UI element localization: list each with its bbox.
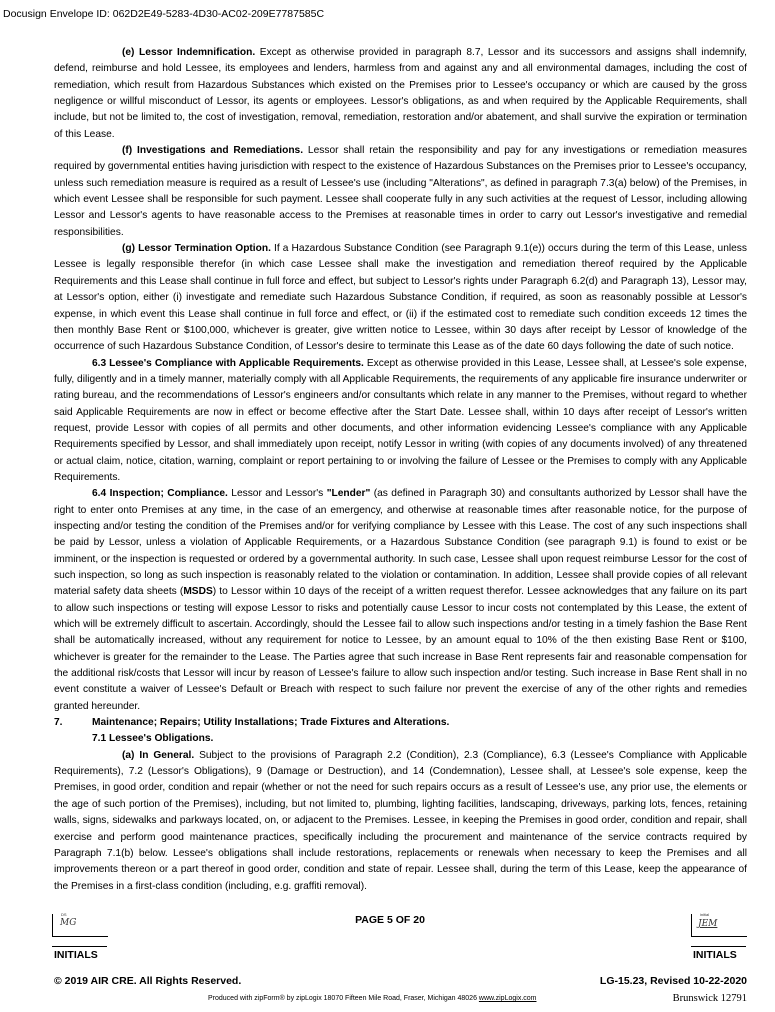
ziplogix-link[interactable]: www.zipLogix.com (478, 995, 537, 1002)
copyright: © 2019 AIR CRE. All Rights Reserved. (54, 975, 242, 987)
ds-tag-left: DS (61, 912, 67, 917)
initial-tag-right: initial (700, 912, 710, 917)
docusign-envelope-id: Docusign Envelope ID: 062D2E49-5283-4D30-AC02-209E7787585C (3, 8, 325, 20)
section-7-1-heading: 7.1 Lessee's Obligations. (92, 733, 214, 745)
paragraph-6-2-g: (g) Lessor Termination Option. If a Hazardous Substance Condition (see Paragraph 9.1(e)) occurs during the term of this Lease, unless Lessee is legally responsible therefor (in which case Lessee shall make the investigation and remediation thereof required by the Applicable Requirements and this Lease shall continue in full force and effect, but subject to Lessor's rights under Paragraph 6.2(d) and Paragraph 13), Lessor may, at Lessor's option, either (i) investigate and remediate such Hazardous Substance Condition, if required, as soon as reasonably possible at Lessor's expense, in which event this Lease shall continue in full force and effect, or (ii) if the estimated cost to remediate such condition exceeds 12 times the then monthly Base Rent or $100,000, whichever is greater, give written notice to Lessee, within 30 days after receipt by Lessor of knowledge of the occurrence of such Hazardous Substance Condition, of Lessor's desire to terminate this Lease as of the date 60 days following the date of such notice. (54, 243, 747, 353)
initials-signature-right: JEM (698, 919, 718, 929)
initials-label-right: INITIALS (693, 949, 737, 961)
paragraph-7-1-a: (a) In General. Subject to the provisions of Paragraph 2.2 (Condition), 2.3 (Compliance), 6.3 (Lessee's Compliance with Applicable Requirements), 7.2 (Lessor's Obligations), 9 (Damage or Destruction), and 14 (Condemnation), Lessee shall, at Lessee's sole expense, keep the Premises, in good order, condition and repair (whether or not the need for such repairs occurs as a result of Lessee's use, any prior use, the elements or the age of such portion of the Premises), including, but not limited to, plumbing, lighting facilities, landscaping, driveways, parking lots, fences, retaining walls, signs, sidewalks and parkways located, on, or adjacent to the Premises. Lessee, in keeping the Premises in good order, condition and repair, shall exercise and perform good maintenance practices, specifically including the procurement and maintenance of the service contracts required by Paragraph 7.1(b) below. Lessee's obligations shall include restorations, replacements or renewals when necessary to keep the Premises and all improvements thereon or a part thereof in good order, condition and state of repair. Lessee shall, during the term of this Lease, keep the appearance of the Premises in a first-class condition (including, e.g. graffiti removal). (54, 749, 748, 892)
section-7-heading: 7. Maintenance; Repairs; Utility Installations; Trade Fixtures and Alterations. (54, 717, 450, 729)
page-number: PAGE 5 OF 20 (355, 914, 425, 926)
lease-body (54, 45, 747, 895)
paragraph-6-4: 6.4 Inspection; Compliance. Lessor and Lessor's "Lender" (as defined in Paragraph 30) and consultants authorized by Lessor shall have the right to enter onto Premises at any time, in the case of an emergency, and otherwise at reasonable times after reasonable notice, for the purpose of inspecting and/or testing the condition of the Premises and/or for verifying compliance by Lessee with this Lease. The cost of any such inspections shall be paid by Lessor, unless a violation of Applicable Requirements, or a Hazardous Substance Condition (see paragraph 9.1) is found to exist or be imminent, or the inspection is requested or ordered by a governmental authority. In such case, Lessee shall upon request reimburse Lessor for the cost of such inspection, so long as such inspection is reasonably related to the violation or contamination. In addition, Lessee shall provide copies of all relevant material safety data sheets (MSDS) to Lessor within 10 days of the receipt of a written request therefor. Lessee acknowledges that any failure on its part to allow such inspections or testing will expose Lessor to risks and potentially cause Lessor to incur costs not contemplated by this Lease, the extent of which will be extremely difficult to ascertain. Accordingly, should the Lessee fail to allow such inspections and/or testing in a timely fashion the Base Rent shall be automatically increased, without any requirement for notice to Lessee, by an amount equal to 10% of the then existing Base Rent or $100, whichever is greater for the remainder to the Lease. The Parties agree that such increase in Base Rent represents fair and reasonable compensation for the additional risk/costs that Lessor will incur by reason of Lessee's failure to allow such inspection and/or testing. Such increase in Base Rent shall in no event constitute a waiver of Lessee's Default or Breach with respect to such failure nor prevent the exercise of any of the other rights and remedies granted hereunder. (54, 488, 748, 712)
paragraph-6-2-f: (f) Investigations and Remediations. Lessor shall retain the responsibility and pay for any investigations or remediation measures required by governmental entities having jurisdiction with respect to the existence of Hazardous Substances on the Premises prior to Lessee's occupancy, unless such remediation measure is required as a result of Lessee's use (including "Alterations", as defined in paragraph 7.3(a) below) of the Premises, in which event Lessee shall be responsible for such payment. Lessee shall cooperate fully in any such activities at the request of Lessor, including allowing Lessor and Lessor's agents to have reasonable access to the Premises at reasonable times in order to carry out Lessor's investigative and remedial responsibilities. (54, 145, 747, 238)
paragraph-6-3: 6.3 Lessee's Compliance with Applicable Requirements. Except as otherwise provided in this Lease, Lessee shall, at Lessee's sole expense, fully, diligently and in a timely manner, materially comply with all Applicable Requirements, the requirements of any applicable fire insurance underwriter or rating bureau, and the recommendations of Lessor's engineers and/or consultants which relate in any manner to the Premises, without regard to whether said Applicable Requirements are now in effect or become effective after the Start Date. Lessee shall, within 10 days after receipt of Lessor's written request, provide Lessor with copies of all permits and other documents, and other information evidencing Lessee's compliance with any Applicable Requirements specified by Lessor, and shall immediately upon receipt, notify Lessor in writing (with copies of any documents involved) of any threatened or actual claim, notice, citation, warning, complaint or report pertaining to or involving the failure of Lessee or the Premises to comply with any Applicable Requirements. (54, 357, 748, 483)
initials-label-left: INITIALS (54, 949, 98, 961)
transaction-reference: Brunswick 12791 (672, 993, 747, 1004)
initials-line-left (52, 946, 107, 947)
paragraph-6-2-e: (e) Lessor Indemnification. Except as otherwise provided in paragraph 8.7, Lessor and its successors and assigns shall indemnify, defend, reimburse and hold Lessee, its employees and lenders, harmless from and against any and all environmental damages, including the cost of remediation, which result from Hazardous Substances which existed on the Premises prior to Lessee's occupancy or which are caused by the gross negligence or willful misconduct of Lessor, its agents or employees. Lessor's obligations, as and when required by the Applicable Requirements, shall include, but not be limited to, the cost of investigation, removal, remediation, restoration and/or abatement, and shall survive the expiration or termination of this Lease. (54, 47, 747, 140)
form-id: LG-15.23, Revised 10-22-2020 (599, 975, 747, 987)
initials-signature-left: MG (60, 918, 77, 928)
produced-with: Produced with zipForm® by zipLogix 18070 Fifteen Mile Road, Fraser, Michigan 48026 www.zipLogix.com (208, 995, 537, 1002)
initials-line-right (691, 946, 746, 947)
